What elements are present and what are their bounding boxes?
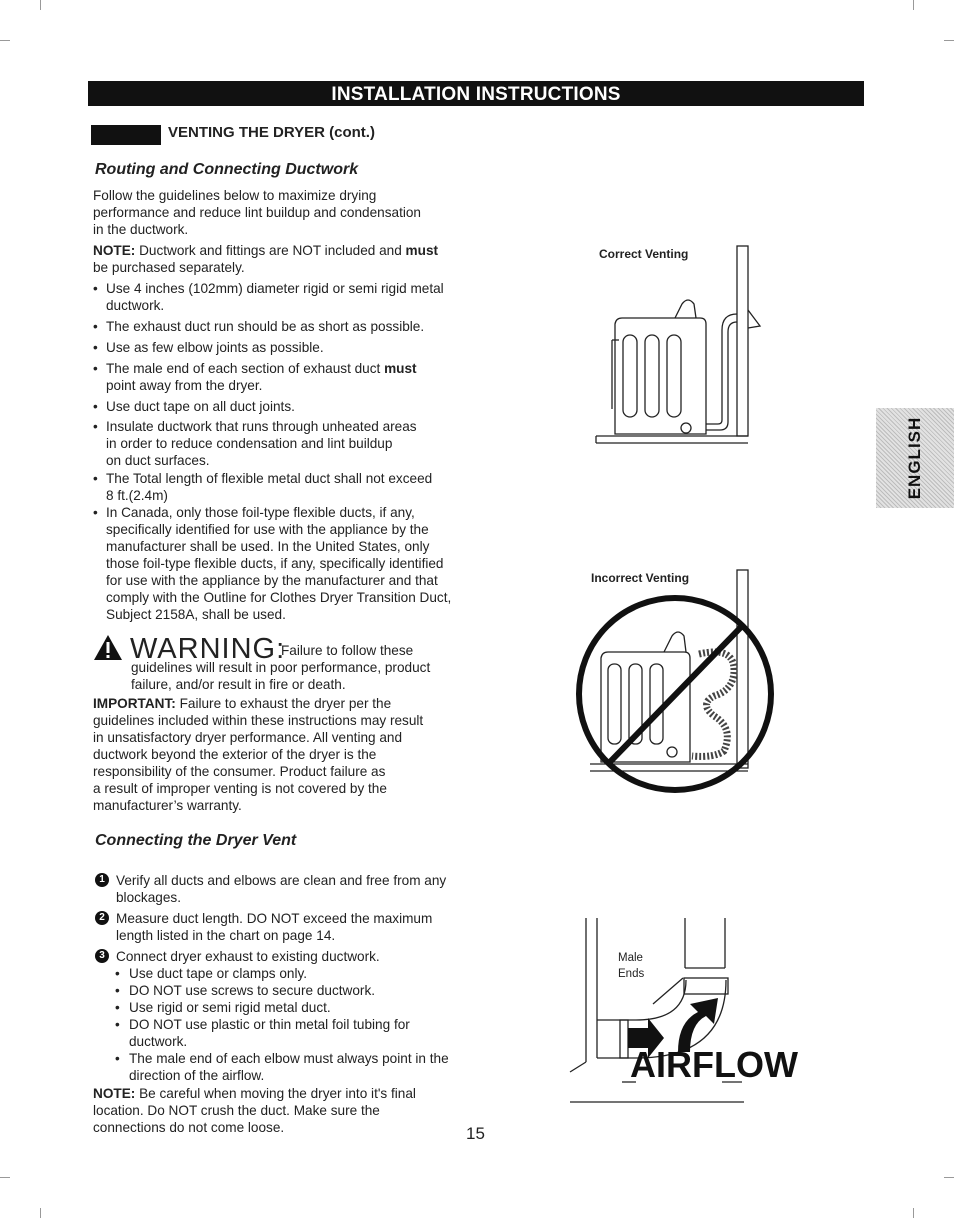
male-ends-label: Male Ends [618, 952, 645, 980]
crop-mark [913, 1208, 914, 1218]
page-number: 15 [466, 1124, 485, 1143]
list-item: • Use duct tape or clamps only. [115, 966, 308, 981]
crop-mark [0, 40, 10, 41]
list-item: • Use as few elbow joints as possible. [93, 340, 324, 355]
section-title: VENTING THE DRYER (cont.) [168, 124, 375, 141]
warning-icon [93, 634, 123, 661]
crop-mark [40, 0, 41, 10]
list-item: • Insulate ductwork that runs through unheated areas in order to reduce condensation and lint buildup on duct surfaces. [93, 419, 417, 468]
list-item: • Use duct tape on all duct joints. [93, 399, 295, 414]
correct-venting-illustration [590, 244, 770, 449]
intro-text: Follow the guidelines below to maximize drying performance and reduce lint buildup and condensation in the ductwork. [93, 188, 421, 237]
list-item: • Use 4 inches (102mm) diameter rigid or semi rigid metal ductwork. [93, 281, 444, 313]
warning-heading: WARNING: [130, 633, 286, 665]
airflow-label: AIRFLOW [630, 1044, 798, 1085]
list-item: • The exhaust duct run should be as short as possible. [93, 319, 425, 334]
page-header: INSTALLATION INSTRUCTIONS [88, 81, 864, 106]
crop-mark [40, 1208, 41, 1218]
warning-text: Failure to follow these [281, 643, 414, 658]
list-item: • DO NOT use plastic or thin metal foil tubing for ductwork. [115, 1017, 410, 1049]
list-item: • DO NOT use screws to secure ductwork. [115, 983, 376, 998]
step-item: 3 Connect dryer exhaust to existing ductwork. [95, 948, 496, 965]
note-paragraph: NOTE: Ductwork and fittings are NOT included and must be purchased separately. [93, 243, 439, 275]
list-item: • The male end of each elbow must always point in the direction of the airflow. [115, 1051, 449, 1083]
important-paragraph: IMPORTANT: Failure to exhaust the dryer per the guidelines included within these instructions may result in unsatisfactory dryer performance. All venting and ductwork beyond the exterior of the dryer is the responsibility of the consumer. Product failure as a result of improper venting is not covered by the manufacturer’s warranty. [93, 696, 424, 813]
figure-caption: Incorrect Venting [591, 571, 690, 585]
list-item: • In Canada, only those foil-type flexible ducts, if any, specifically identified for use with the appliance by the manufacturer shall be used. In the United States, only those foil-type flexible ducts, if any, specifically identified for use with the appliance by the manufacturer and that comply with the Outline for Clothes Dryer Transition Duct, Subject 2158A, shall be used. [93, 505, 452, 622]
routing-title: Routing and Connecting Ductwork [95, 161, 359, 178]
list-item: • The Total length of flexible metal duct shall not exceed 8 ft.(2.4m) [93, 471, 433, 503]
connecting-title: Connecting the Dryer Vent [95, 832, 297, 849]
crop-mark [0, 1177, 10, 1178]
note-paragraph: NOTE: Be careful when moving the dryer into it's final location. Do NOT crush the duct. Make sure the connections do not come loose. [93, 1086, 416, 1135]
section-marker [91, 125, 161, 145]
crop-mark [944, 40, 954, 41]
warning-text: guidelines will result in poor performance, product failure, and/or result in fire or death. [131, 660, 431, 692]
figure-caption: Correct Venting [599, 247, 689, 261]
list-item: • Use rigid or semi rigid metal duct. [115, 1000, 331, 1015]
step-item: 1 Verify all ducts and elbows are clean and free from any blockages. [95, 872, 496, 906]
crop-mark [944, 1177, 954, 1178]
language-tab-label: ENGLISH [905, 416, 924, 500]
step-item: 2 Measure duct length. DO NOT exceed the maximum length listed in the chart on page 14. [95, 910, 496, 944]
crop-mark [913, 0, 914, 10]
list-item: • The male end of each section of exhaust duct must point away from the dryer. [93, 361, 417, 393]
incorrect-venting-illustration [574, 566, 774, 798]
